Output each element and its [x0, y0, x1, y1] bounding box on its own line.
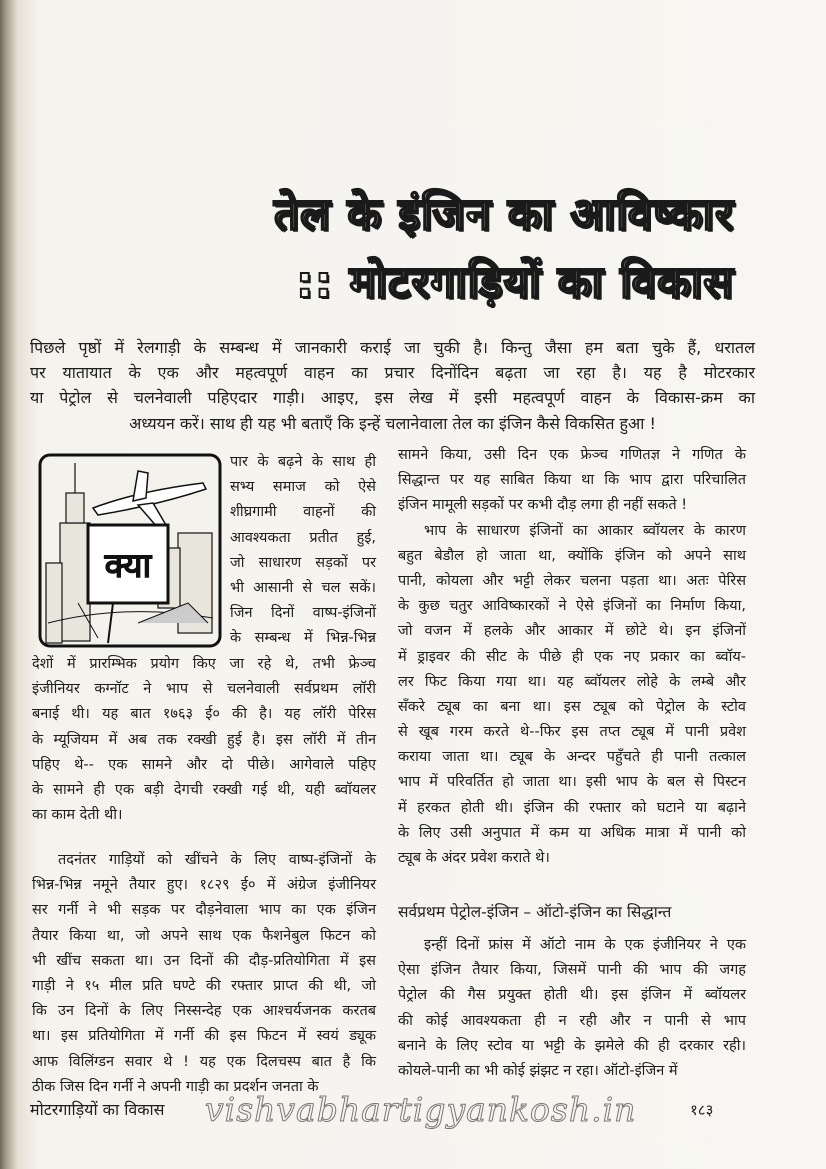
text-line: सभ्य समाज को ऐसे: [230, 479, 376, 496]
right-paragraph-3: [398, 933, 746, 1084]
text-line: ठीक जिस दिन गर्नी ने अपनी गाड़ी का प्रदर्शन जनता के: [32, 1078, 319, 1095]
page-number: १८३: [690, 1101, 714, 1119]
text-line: सामने किया, उसी दिन एक फ्रेञ्च गणितज्ञ ने गणित के: [398, 447, 746, 463]
city-illustration: [38, 453, 222, 648]
text-line: तैयार किया था, जो अपने साथ एक फैशनेबुल फिटन को: [32, 927, 376, 944]
text-line: था। इस प्रतियोगिता में गर्नी की इस फिटन में स्वयं ड्यूक: [32, 1028, 376, 1045]
text-line: जिन दिनों वाष्प-इंजिनों: [230, 605, 376, 622]
text-line: भी आसानी से चल सकें।: [230, 579, 376, 596]
text-line: पर यातायात के एक और महत्वपूर्ण वाहन का प्रचार दिनोंदिन बढ़ता जा रहा है। यह है मोटरकार: [30, 363, 755, 383]
text-line: अध्ययन करें। साथ ही यह भी बताएँ कि इन्हें चलानेवाला तेल का इंजिन कैसे विकसित हुआ !: [129, 413, 656, 433]
text-line: पिछले पृष्ठों में रेलगाड़ी के सम्बन्ध में जानकारी कराई जा चुकी है। किन्तु जैसा हम बता चुके हैं, धरातल: [30, 338, 755, 357]
right-column-paragraphs: [398, 443, 746, 871]
text-line: पहिए थे-- एक सामने और दो पीछे। आगेवाले पहिए: [32, 756, 376, 773]
left-column-beside-image: [230, 450, 376, 652]
left-column-paragraph-1: [32, 652, 376, 828]
text-line: सिद्धान्त पर यह साबित किया था कि भाप द्वारा परिचालित: [398, 472, 746, 489]
text-line: लर फिट किया गया था। यह ब्वॉयलर लोहे के लम्बे और: [398, 673, 746, 690]
text-line: देशों में प्रारम्भिक प्रयोग किए जा रहे थे, तभी फ्रेञ्च: [32, 656, 376, 672]
text-line: आवश्यकता प्रतीत हुई,: [230, 529, 376, 546]
text-line: बहुत बेडौल हो जाता था, क्योंकि इंजिन को अपने साथ: [398, 547, 746, 564]
text-line: सर गर्नी ने भी सड़क पर दौड़नेवाला भाप का एक इंजिन: [32, 902, 376, 919]
text-line: जो वजन में हलके और आकार में छोटे थे। इन इंजिनों: [398, 623, 746, 640]
text-line: के सामने ही एक बड़ी देगची रक्खी गई थी, यही ब्वॉयलर: [32, 781, 376, 798]
text-line: के म्यूजियम में अब तक रक्खी हुई है। इस लॉरी में तीन: [32, 731, 376, 748]
text-line: भाप के साधारण इंजिनों का आकार ब्वॉयलर के कारण: [424, 522, 746, 539]
text-line: में हरकत होती थी। इंजिन की रफ्तार को घटाने या बढ़ाने: [398, 799, 746, 816]
text-line: से खूब गरम करते थे--फिर इस तप्त ट्यूब में पानी प्रवेश: [398, 724, 746, 741]
right-paragraph-2: [398, 519, 746, 872]
text-line: ट्यूब के अंदर प्रवेश कराते थे।: [398, 850, 550, 866]
text-line: की कोई आवश्यकता ही न रही और न पानी से भाप: [398, 1012, 746, 1029]
text-line: इंजिन मामूली सड़कों पर कभी दौड़ लगा ही नहीं सकते !: [398, 497, 688, 514]
left-column-paragraph-2: [32, 848, 376, 1100]
signboard-text: क्या: [104, 546, 152, 586]
running-footer-title: मोटरगाड़ियों का विकास: [30, 1100, 165, 1119]
text-line: आफ विलिंग्डन सवार थे ! यह एक दिलचस्प बात है कि: [32, 1053, 376, 1070]
text-line: भिन्न-भिन्न नमूने तैयार हुए। १८२९ ई० में अंग्रेज इंजीनियर: [32, 877, 376, 894]
text-line: का काम देती थी।: [32, 807, 123, 824]
section-subheading: सर्वप्रथम पेट्रोल-इंजिन – ऑटो-इंजिन का सिद्धान्त: [398, 903, 672, 921]
article-title-line-2: :: मोटरगाड़ियों का विकास: [295, 257, 734, 308]
text-line: सँकरे ट्यूब का बना था। इस ट्यूब को पेट्रोल के स्टोव: [398, 698, 746, 715]
watermark: vishvabhartigyankosh.in: [205, 1090, 637, 1129]
intro-paragraph: [30, 335, 755, 436]
text-line: भी खींच सकता था। उन दिनों की दौड़-प्रतियोगिता में इस: [32, 952, 376, 969]
text-line: तदनंतर गाड़ियों को खींचने के लिए वाष्प-इंजिनों के: [58, 852, 376, 868]
article-title-line-1: तेल के इंजिन का आविष्कार: [274, 189, 734, 240]
text-line: में ड्राइवर की सीट के पीछे ही एक नए प्रकार का ब्वॉय-: [398, 648, 746, 665]
text-line: कराया जाता था। ट्यूब के अन्दर पहुँचते ही पानी तत्काल: [398, 749, 746, 766]
text-line: बनाई थी। यह बात १७६३ ई० की है। यह लॉरी पेरिस: [32, 706, 376, 723]
text-line: गाड़ी ने १५ मील प्रति घण्टे की रफ्तार प्राप्त की थी, जो: [32, 977, 376, 994]
text-line: या पेट्रोल से चलनेवाली पहिएदार गाड़ी। आइए, इस लेख में इसी महत्वपूर्ण वाहन के विकास-क्रम का: [30, 388, 755, 408]
text-line: इन्हीं दिनों फ्रांस में ऑटो नाम के एक इंजीनियर ने एक: [424, 937, 746, 953]
text-line: बनाने के लिए स्टोव या भट्टी के झमेले की ही दरकार रही।: [398, 1037, 746, 1054]
right-paragraph-1: [398, 443, 746, 519]
text-line: के कुछ चतुर आविष्कारकों ने ऐसे इंजिनों का निर्माण किया,: [398, 598, 746, 615]
text-line: शीघ्रगामी वाहनों की: [230, 504, 376, 521]
text-line: कोयले-पानी का भी कोई झंझट न रहा। ऑटो-इंजिन में: [398, 1062, 678, 1079]
text-line: भाप में परिवर्तित हो जाता था। इसी भाप के बल से पिस्टन: [398, 774, 746, 791]
text-line: जो साधारण सड़कों पर: [230, 554, 376, 571]
text-line: ऐसा इंजिन तैयार किया, जिसमें पानी की भाप की जगह: [398, 962, 746, 979]
text-line: पानी, कोयला और भट्टी लेकर चलना पड़ता था। अतः पेरिस: [398, 572, 746, 589]
text-line: के लिए उसी अनुपात में कम या अधिक मात्रा में पानी को: [398, 824, 746, 841]
text-line: कि उन दिनों के लिए निस्सन्देह एक आश्चर्यजनक करतब: [32, 1003, 376, 1020]
text-line: पेट्रोल की गैस प्रयुक्त होती थी। इस इंजिन में ब्वॉयलर: [398, 987, 746, 1004]
text-line: इंजीनियर कग्नॉट ने भाप से चलनेवाली सर्वप्रथम लॉरी: [32, 681, 376, 698]
text-line: पार के बढ़ने के साथ ही: [230, 454, 376, 470]
text-line: के सम्बन्ध में भिन्न-भिन्न: [230, 630, 376, 647]
